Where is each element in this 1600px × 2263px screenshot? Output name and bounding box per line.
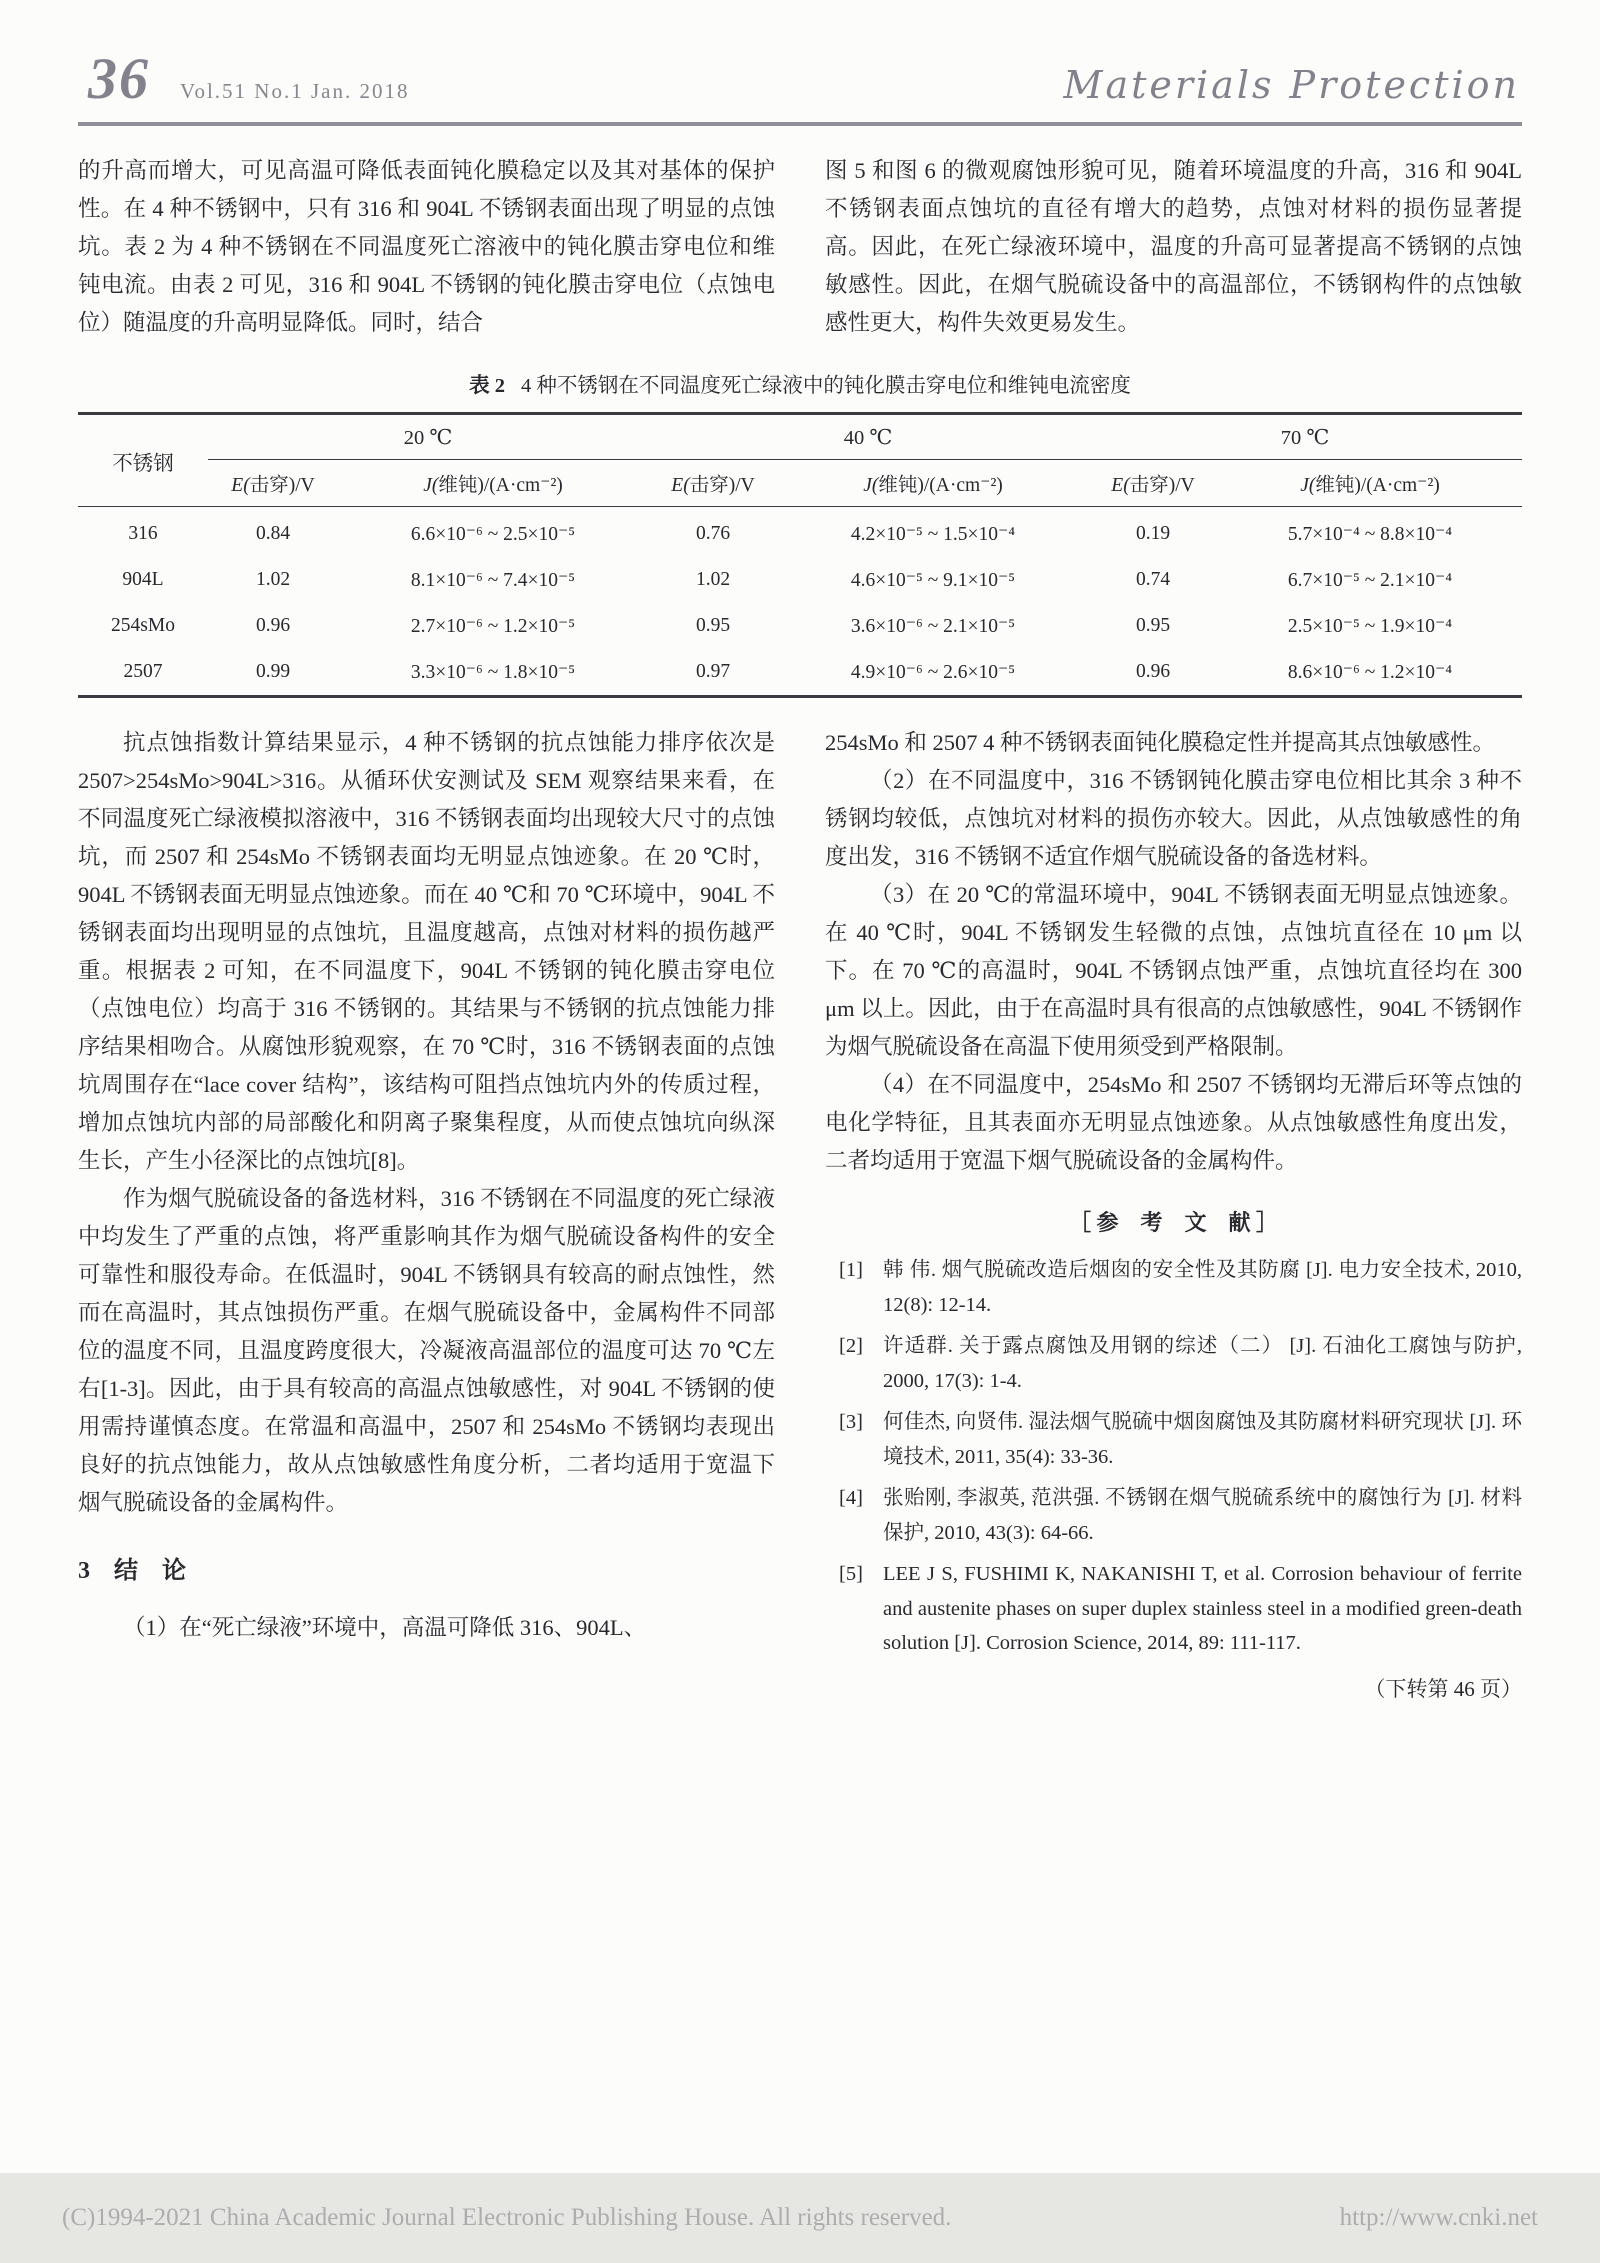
- table-header-row-subs: [78, 460, 1522, 507]
- table-cell: 0.96: [1135, 661, 1171, 682]
- paragraph-antipitting: 抗点蚀指数计算结果显示，4 种不锈钢的抗点蚀能力排序依次是 2507>254sMo>904L>316。从循环伏安测试及 SEM 观察结果来看，在不同温度死亡绿液模拟溶液中，316 不锈钢表面均出现较大尺寸的点蚀坑，而 2507 和 254sMo 不锈钢表面均无明显点蚀迹象。在 20 ℃时，904L 不锈钢表面无明显点蚀迹象。而在 40 ℃和 70 ℃环境中，904L 不锈钢表面均出现明显的点蚀坑，且温度越高，点蚀对材料的损伤越严重。根据表 2 可知，在不同温度下，904L 不锈钢的钝化膜击穿电位（点蚀电位）均高于 316 不锈钢的。其结果与不锈钢的抗点蚀能力排序结果相吻合。从腐蚀形貌观察，在 70 ℃时，316 不锈钢表面的点蚀坑周围存在“lace cover 结构”，该结构可阻挡点蚀坑内外的传质过程，增加点蚀坑内部的局部酸化和阴离子聚集程度，从而使点蚀坑向纵深生长，产生小径深比的点蚀坑[8]。: [78, 730, 775, 1173]
- reference-item: [825, 1329, 1522, 1398]
- copyright-text: (C)1994-2021 China Academic Journal Electronic Publishing House. All rights reserved.: [62, 2204, 952, 2231]
- table-cell: 0.84: [255, 523, 291, 544]
- paragraph-conclusion-4: （4）在不同温度中，254sMo 和 2507 不锈钢均无滞后环等点蚀的电化学特征，且其表面亦无明显点蚀迹象。从点蚀敏感性角度出发，二者均适用于宽温下烟气脱硫设备的金属构件。: [825, 1072, 1522, 1173]
- reference-marker: [5]: [839, 1563, 863, 1585]
- table-row: [78, 507, 1522, 558]
- table-header-row-temps: [78, 414, 1522, 460]
- table-cell: 3.3×10⁻⁶ ~ 1.8×10⁻⁵: [410, 662, 576, 683]
- table-header-j-40: J(维钝)/(A·cm⁻²): [778, 460, 1088, 507]
- table-cell: 3.6×10⁻⁶ ~ 2.1×10⁻⁵: [850, 616, 1016, 637]
- page-header: [88, 46, 1520, 111]
- table-cell: 5.7×10⁻⁴ ~ 8.8×10⁻⁴: [1287, 524, 1453, 545]
- table-cell: 2.7×10⁻⁶ ~ 1.2×10⁻⁵: [410, 616, 576, 637]
- paragraph-conclusion-3: （3）在 20 ℃的常温环境中，904L 不锈钢表面无明显点蚀迹象。在 40 ℃时，904L 不锈钢发生轻微的点蚀，点蚀坑直径在 10 μm 以下。在 70 ℃的高温时，904L 不锈钢点蚀严重，点蚀坑直径均在 300 μm 以上。因此，由于在高温时具有很高的点蚀敏感性，904L 不锈钢作为烟气脱硫设备在高温下使用须受到严格限制。: [825, 882, 1522, 1059]
- cnki-link[interactable]: http://www.cnki.net: [1339, 2204, 1538, 2231]
- table-cell: 1.02: [255, 569, 291, 590]
- table-header-e-70: E(击穿)/V: [1088, 460, 1218, 507]
- continued-note: （下转第 46 页）: [1364, 1676, 1522, 1701]
- left-top-paragraph: 的升高而增大，可见高温可降低表面钝化膜稳定以及其对基体的保护性。在 4 种不锈钢中，只有 316 和 904L 不锈钢表面出现了明显的点蚀坑。表 2 为 4 种不锈钢在不同温度死亡溶液中的钝化膜击穿电位和维钝电流。由表 2 可见，316 和 904L 不锈钢的钝化膜击穿电位（点蚀电位）随温度的升高明显降低。同时，结合: [78, 158, 775, 335]
- table-header-temp-40: 40 ℃: [648, 414, 1088, 460]
- reference-marker: [1]: [839, 1259, 863, 1281]
- table-row: [78, 603, 1522, 649]
- journal-name: Materials Protection: [1063, 63, 1520, 107]
- reference-text: 何佳杰, 向贤伟. 湿法烟气脱硫中烟囱腐蚀及其防腐材料研究现状 [J]. 环境技术, 2011, 35(4): 33-36.: [883, 1411, 1522, 1468]
- steel-grade: 2507: [123, 661, 163, 682]
- table-cell: 0.97: [695, 661, 731, 682]
- table-header-e-40: E(击穿)/V: [648, 460, 778, 507]
- table-cell: 6.7×10⁻⁵ ~ 2.1×10⁻⁴: [1287, 570, 1453, 591]
- reference-item: [825, 1557, 1522, 1661]
- reference-item: [825, 1405, 1522, 1474]
- left-column-top: [78, 152, 775, 342]
- reference-text: 韩 伟. 烟气脱硫改造后烟囱的安全性及其防腐 [J]. 电力安全技术, 2010, 12(8): 12-14.: [883, 1259, 1522, 1316]
- table-cell: 6.6×10⁻⁶ ~ 2.5×10⁻⁵: [410, 524, 576, 545]
- table-cell: 0.96: [255, 615, 291, 636]
- reference-marker: [2]: [839, 1335, 863, 1357]
- table-header-steel: 不锈钢: [78, 414, 208, 507]
- steel-grade: 904L: [122, 569, 164, 590]
- left-column-body: [78, 724, 775, 1703]
- body-columns: [78, 724, 1522, 1703]
- reference-text: LEE J S, FUSHIMI K, NAKANISHI T, et al. Corrosion behaviour of ferrite and austenite phases on super duplex stainless steel in a modified green-death solution [J]. Corrosion Science, 2014, 89: 111-117.: [883, 1563, 1522, 1654]
- table-caption: [0, 368, 1600, 398]
- steel-table: [78, 412, 1522, 698]
- issue-info: Vol.51 No.1 Jan. 2018: [180, 79, 410, 103]
- right-column-body: [825, 724, 1522, 1703]
- reference-item: [825, 1481, 1522, 1550]
- reference-text: 许适群. 关于露点腐蚀及用钢的综述（二） [J]. 石油化工腐蚀与防护, 2000, 17(3): 1-4.: [883, 1335, 1522, 1392]
- reference-marker: [4]: [839, 1487, 863, 1509]
- table-cell: 4.2×10⁻⁵ ~ 1.5×10⁻⁴: [850, 524, 1016, 545]
- table-cell: 0.19: [1135, 523, 1171, 544]
- reference-text: 张贻刚, 李淑英, 范洪强. 不锈钢在烟气脱硫系统中的腐蚀行为 [J]. 材料保护, 2010, 43(3): 64-66.: [883, 1487, 1522, 1544]
- table-caption-text: 4 种不锈钢在不同温度死亡绿液中的钝化膜击穿电位和维钝电流密度: [521, 375, 1131, 397]
- table-body: [78, 507, 1522, 697]
- right-top-paragraph: 图 5 和图 6 的微观腐蚀形貌可见，随着环境温度的升高，316 和 904L 不锈钢表面点蚀坑的直径有增大的趋势，点蚀对材料的损伤显著提高。因此，在死亡绿液环境中，温度的升高可显著提高不锈钢的点蚀敏感性。因此，在烟气脱硫设备中的高温部位，不锈钢构件的点蚀敏感性更大，构件失效更易发生。: [825, 158, 1522, 335]
- table-caption-label: 表 2: [469, 375, 505, 397]
- paragraph-material: 作为烟气脱硫设备的备选材料，316 不锈钢在不同温度的死亡绿液中均发生了严重的点蚀，将严重影响其作为烟气脱硫设备构件的安全可靠性和服役寿命。在低温时，904L 不锈钢具有较高的耐点蚀性，然而在高温时，其点蚀损伤严重。在烟气脱硫设备中，金属构件不同部位的温度不同，且温度跨度很大，冷凝液高温部位的温度可达 70 ℃左右[1-3]。因此，由于具有较高的高温点蚀敏感性，对 904L 不锈钢的使用需持谨慎态度。在常温和高温中，2507 和 254sMo 不锈钢均表现出良好的抗点蚀能力，故从点蚀敏感性角度分析，二者均适用于宽温下烟气脱硫设备的金属构件。: [78, 1186, 775, 1515]
- steel-grade: 316: [128, 523, 158, 544]
- paragraph-conclusion-2: （2）在不同温度中，316 不锈钢钝化膜击穿电位相比其余 3 种不锈钢均较低，点蚀坑对材料的损伤亦较大。因此，从点蚀敏感性的角度出发，316 不锈钢不适宜作烟气脱硫设备的备选材料。: [825, 768, 1522, 869]
- table-cell: 0.95: [695, 615, 731, 636]
- table-cell: 0.74: [1135, 569, 1171, 590]
- table-cell: 1.02: [695, 569, 731, 590]
- table-cell: 8.6×10⁻⁶ ~ 1.2×10⁻⁴: [1287, 662, 1453, 683]
- table-header-j-20: J(维钝)/(A·cm⁻²): [338, 460, 648, 507]
- table-cell: 4.6×10⁻⁵ ~ 9.1×10⁻⁵: [850, 570, 1016, 591]
- table-cell: 8.1×10⁻⁶ ~ 7.4×10⁻⁵: [410, 570, 576, 591]
- page-number: 36: [88, 46, 150, 111]
- right-column-top: [825, 152, 1522, 342]
- table-cell: 0.99: [255, 661, 291, 682]
- table-row: [78, 557, 1522, 603]
- table-cell: 0.76: [695, 523, 731, 544]
- paragraph-continuation: 254sMo 和 2507 4 种不锈钢表面钝化膜稳定性并提高其点蚀敏感性。: [825, 730, 1496, 755]
- table-row: [78, 649, 1522, 697]
- page-footer: [0, 2173, 1600, 2263]
- table-head: [78, 414, 1522, 507]
- table-header-j-70: J(维钝)/(A·cm⁻²): [1218, 460, 1522, 507]
- table-cell: 0.95: [1135, 615, 1171, 636]
- paragraph-conclusion-1: （1）在“死亡绿液”环境中，高温可降低 316、904L、: [123, 1615, 647, 1640]
- top-columns: [78, 152, 1522, 342]
- table-header-e-20: E(击穿)/V: [208, 460, 338, 507]
- table-header-temp-20: 20 ℃: [208, 414, 648, 460]
- table-cell: 2.5×10⁻⁵ ~ 1.9×10⁻⁴: [1287, 616, 1453, 637]
- table-cell: 4.9×10⁻⁶ ~ 2.6×10⁻⁵: [850, 662, 1016, 683]
- reference-item: [825, 1253, 1522, 1322]
- reference-marker: [3]: [839, 1411, 863, 1433]
- table-header-temp-70: 70 ℃: [1088, 414, 1522, 460]
- references-heading: ［ 参 考 文 献 ］: [1068, 1210, 1278, 1235]
- conclusion-heading: 3 结 论: [78, 1558, 186, 1584]
- steel-grade: 254sMo: [111, 615, 175, 636]
- header-divider: [78, 122, 1522, 126]
